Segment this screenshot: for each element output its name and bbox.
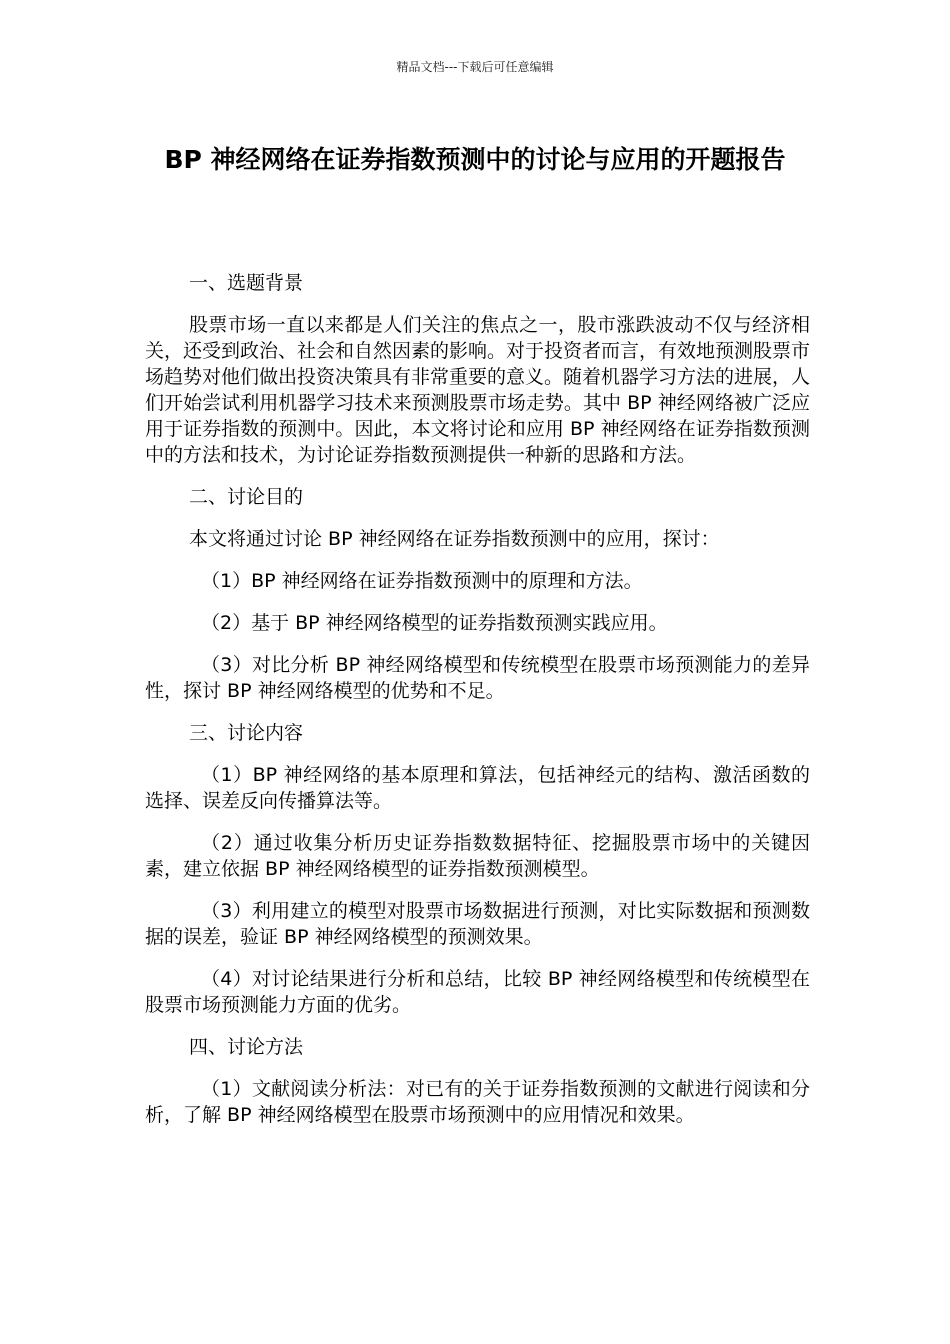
list-item-content-2: （2）通过收集分析历史证券指数数据特征、挖掘股票市场中的关键因素，建立依据 BP 神经网络模型的证券指数预测模型。 — [145, 832, 810, 880]
document-title: BP 神经网络在证券指数预测中的讨论与应用的开题报告 — [164, 145, 786, 174]
section-heading-method: 四、讨论方法 — [189, 1036, 304, 1058]
list-item-content-1: （1）BP 神经网络的基本原理和算法，包括神经元的结构、激活函数的选择、误差反向传播算法等。 — [145, 764, 810, 812]
document-body — [145, 270, 810, 1144]
paragraph-purpose-intro: 本文将通过讨论 BP 神经网络在证券指数预测中的应用，探讨： — [189, 528, 720, 550]
list-item-content-3: （3）利用建立的模型对股票市场数据进行预测，对比实际数据和预测数据的误差，验证 BP 神经网络模型的预测效果。 — [145, 900, 810, 948]
list-item-method-1: （1）文献阅读分析法：对已有的关于证券指数预测的文献进行阅读和分析，了解 BP 神经网络模型在股票市场预测中的应用情况和效果。 — [145, 1078, 810, 1126]
list-item-purpose-2: （2）基于 BP 神经网络模型的证券指数预测实践应用。 — [201, 612, 668, 634]
section-heading-content: 三、讨论内容 — [189, 722, 304, 744]
list-item-purpose-3: （3）对比分析 BP 神经网络模型和传统模型在股票市场预测能力的差异性，探讨 BP 神经网络模型的优势和不足。 — [145, 654, 810, 702]
header-watermark: 精品文档---下载后可任意编辑 — [396, 60, 554, 74]
list-item-purpose-1: （1）BP 神经网络在证券指数预测中的原理和方法。 — [201, 570, 643, 592]
section-heading-purpose: 二、讨论目的 — [189, 486, 304, 508]
section-heading-background: 一、选题背景 — [189, 272, 304, 294]
list-item-content-4: （4）对讨论结果进行分析和总结，比较 BP 神经网络模型和传统模型在股票市场预测能力方面的优劣。 — [145, 968, 810, 1016]
paragraph-background: 股票市场一直以来都是人们关注的焦点之一，股市涨跌波动不仅与经济相关，还受到政治、社会和自然因素的影响。对于投资者而言，有效地预测股票市场趋势对他们做出投资决策具有非常重要的意义。随着机器学习方法的进展，人们开始尝试利用机器学习技术来预测股票市场走势。其中 BP 神经网络被广泛应用于证券指数的预测中。因此，本文将讨论和应用 BP 神经网络在证券指数预测中的方法和技术，为讨论证券指数预测提供一种新的思路和方法。 — [145, 314, 811, 466]
